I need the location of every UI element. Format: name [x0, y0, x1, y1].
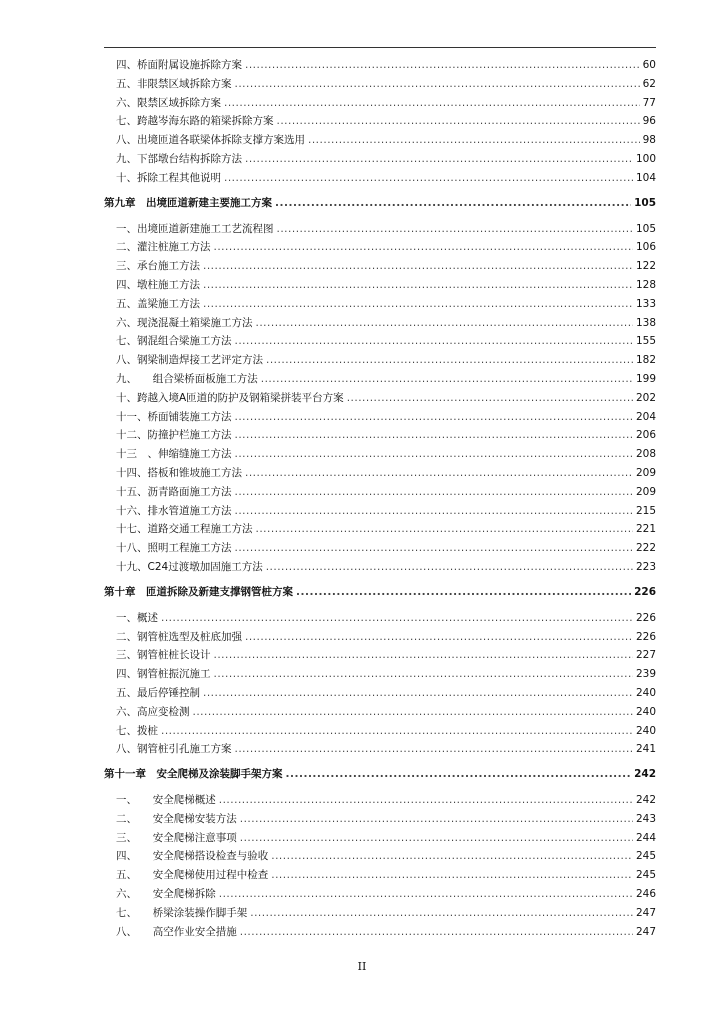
toc-entry[interactable] [104, 539, 656, 558]
dot-leader [245, 628, 633, 647]
toc-entry-title: 第十一章 安全爬梯及涂装脚手架方案 [104, 768, 283, 781]
toc-entry[interactable] [104, 665, 656, 684]
dot-leader [271, 866, 633, 885]
toc-entry-title: 六、高应变检测 [116, 705, 190, 718]
toc-entry-title: 四、 安全爬梯搭设检查与验收 [116, 850, 269, 863]
toc-entry-page: 204 [635, 410, 656, 423]
dot-leader [219, 885, 633, 904]
toc-entry-title: 二、灌注桩施工方法 [116, 241, 211, 254]
toc-entry-page: 138 [635, 316, 656, 329]
toc-entry-page: 209 [635, 485, 656, 498]
toc-entry[interactable] [104, 56, 656, 75]
toc-entry-title: 七、拨桩 [116, 724, 158, 737]
toc-entry[interactable] [104, 445, 656, 464]
toc-entry[interactable] [104, 866, 656, 885]
toc-entry[interactable] [104, 426, 656, 445]
toc-entry-page: 105 [634, 196, 656, 209]
dot-leader [161, 609, 633, 628]
dot-leader [266, 351, 633, 370]
dot-leader [266, 558, 633, 577]
toc-entry[interactable] [104, 722, 656, 741]
toc-entry[interactable] [104, 703, 656, 722]
toc-entry[interactable] [104, 370, 656, 389]
toc-entry-page: 245 [635, 850, 656, 863]
toc-entry[interactable] [104, 351, 656, 370]
toc-entry-page: 242 [634, 768, 656, 781]
toc-entry-title: 十六、排水管道施工方法 [116, 504, 232, 517]
toc-entry[interactable] [104, 791, 656, 810]
toc-entry[interactable] [104, 389, 656, 408]
toc-entry-title: 七、跨越岑海东路的箱梁拆除方案 [116, 115, 274, 128]
toc-entry-page: 104 [635, 171, 656, 184]
toc-entry-page: 239 [635, 668, 656, 681]
toc-entry-page: 215 [635, 504, 656, 517]
toc-entry-title: 四、钢管桩振沉施工 [116, 668, 211, 681]
dot-leader [219, 791, 633, 810]
dot-leader [235, 740, 633, 759]
toc-entry[interactable] [104, 150, 656, 169]
toc-entry-page: 226 [634, 585, 656, 598]
toc-entry[interactable] [104, 295, 656, 314]
toc-entry-title: 四、桥面附属设施拆除方案 [116, 59, 242, 71]
dot-leader [240, 829, 633, 848]
toc-entry-page: 98 [642, 134, 656, 147]
dot-leader [235, 426, 633, 445]
toc-entry-title: 五、非限禁区域拆除方案 [116, 77, 232, 90]
toc-entry-page: 62 [642, 77, 656, 90]
dot-leader [235, 502, 633, 521]
toc-entry-title: 十七、道路交通工程施工方法 [116, 523, 253, 536]
toc-entry-page: 128 [635, 278, 656, 291]
toc-entry[interactable] [104, 257, 656, 276]
table-of-contents [104, 56, 656, 941]
toc-entry[interactable] [104, 810, 656, 829]
toc-entry[interactable] [104, 558, 656, 577]
toc-entry-title: 五、 安全爬梯使用过程中检查 [116, 869, 269, 882]
dot-leader [235, 408, 633, 427]
dot-leader [235, 445, 633, 464]
dot-leader [235, 539, 633, 558]
dot-leader [347, 389, 633, 408]
toc-entry-page: 247 [635, 906, 656, 919]
toc-entry-title: 三、钢管桩桩长设计 [116, 649, 211, 662]
toc-entry-page: 100 [635, 152, 656, 165]
dot-leader [250, 904, 633, 923]
dot-leader [296, 583, 631, 602]
toc-chapter[interactable] [104, 765, 656, 784]
dot-leader [277, 220, 633, 239]
dot-leader [161, 722, 633, 741]
header-rule [104, 47, 656, 48]
toc-entry-title: 八、 高空作业安全措施 [116, 925, 237, 938]
toc-entry-page: 226 [635, 611, 656, 624]
toc-entry[interactable] [104, 684, 656, 703]
toc-entry-page: 223 [635, 560, 656, 573]
toc-entry[interactable] [104, 904, 656, 923]
toc-entry-page: 106 [635, 241, 656, 254]
toc-entry[interactable] [104, 885, 656, 904]
toc-entry[interactable] [104, 276, 656, 295]
toc-entry-title: 一、概述 [116, 611, 158, 624]
toc-entry-page: 209 [635, 466, 656, 479]
toc-entry-page: 241 [635, 743, 656, 756]
toc-chapter[interactable] [104, 583, 656, 602]
toc-entry-title: 十九、C24过渡墩加固施工方法 [116, 560, 263, 573]
toc-entry[interactable] [104, 408, 656, 427]
toc-entry[interactable] [104, 220, 656, 239]
toc-entry[interactable] [104, 112, 656, 131]
toc-entry[interactable] [104, 502, 656, 521]
toc-entry[interactable] [104, 740, 656, 759]
dot-leader [193, 703, 633, 722]
toc-entry-page: 182 [635, 354, 656, 367]
toc-entry-title: 第十章 匝道拆除及新建支撑钢管桩方案 [104, 585, 293, 598]
toc-entry-title: 十四、搭板和锥坡施工方法 [116, 466, 242, 479]
page-number: II [357, 960, 367, 973]
dot-leader [256, 314, 633, 333]
toc-entry-page: 243 [635, 812, 656, 825]
toc-entry[interactable] [104, 314, 656, 333]
toc-entry-title: 七、 桥梁涂装操作脚手架 [116, 906, 248, 919]
toc-entry-title: 六、限禁区域拆除方案 [116, 96, 221, 109]
dot-leader [203, 684, 633, 703]
toc-entry-page: 96 [642, 115, 656, 128]
toc-entry-page: 133 [635, 297, 656, 310]
dot-leader [203, 276, 633, 295]
dot-leader [256, 520, 633, 539]
toc-entry-title: 九、下部墩台结构拆除方法 [116, 152, 242, 165]
toc-entry-title: 十八、照明工程施工方法 [116, 542, 232, 555]
dot-leader [245, 464, 633, 483]
toc-entry-page: 60 [642, 59, 656, 71]
dot-leader [245, 56, 640, 75]
dot-leader [224, 169, 633, 188]
dot-leader [275, 194, 631, 213]
toc-entry[interactable] [104, 646, 656, 665]
dot-leader [235, 332, 633, 351]
dot-leader [271, 847, 633, 866]
toc-entry-title: 八、出境匝道各联梁体拆除支撑方案选用 [116, 134, 305, 147]
toc-entry[interactable] [104, 131, 656, 150]
toc-entry-title: 八、钢梁制造焊接工艺评定方法 [116, 354, 263, 367]
dot-leader [203, 257, 633, 276]
dot-leader [261, 370, 633, 389]
toc-entry[interactable] [104, 520, 656, 539]
toc-entry[interactable] [104, 464, 656, 483]
dot-leader [214, 238, 633, 257]
dot-leader [277, 112, 640, 131]
toc-entry-page: 226 [635, 630, 656, 643]
toc-entry-page: 105 [635, 222, 656, 235]
dot-leader [235, 75, 640, 94]
toc-entry[interactable] [104, 332, 656, 351]
toc-entry-title: 一、出境匝道新建施工工艺流程图 [116, 222, 274, 235]
toc-entry-title: 六、现浇混凝土箱梁施工方法 [116, 316, 253, 329]
toc-entry-page: 240 [635, 724, 656, 737]
toc-entry-page: 202 [635, 391, 656, 404]
toc-entry-title: 十五、沥青路面施工方法 [116, 485, 232, 498]
dot-leader [224, 94, 640, 113]
toc-entry-title: 十、跨越入境A匝道的防护及钢箱梁拼装平台方案 [116, 391, 344, 404]
toc-entry-page: 244 [635, 831, 656, 844]
toc-entry[interactable] [104, 75, 656, 94]
toc-entry-page: 240 [635, 686, 656, 699]
toc-entry[interactable] [104, 169, 656, 188]
dot-leader [235, 483, 633, 502]
toc-chapter[interactable] [104, 194, 656, 213]
toc-entry-page: 246 [635, 888, 656, 901]
dot-leader [240, 923, 633, 942]
toc-entry-page: 206 [635, 429, 656, 442]
toc-entry-title: 三、承台施工方法 [116, 260, 200, 273]
toc-entry-page: 242 [635, 794, 656, 807]
toc-entry-title: 十一、桥面铺装施工方法 [116, 410, 232, 423]
toc-entry[interactable] [104, 847, 656, 866]
dot-leader [214, 665, 633, 684]
dot-leader [286, 765, 632, 784]
toc-entry[interactable] [104, 238, 656, 257]
toc-entry-page: 77 [642, 96, 656, 109]
toc-entry[interactable] [104, 829, 656, 848]
toc-entry-title: 第九章 出境匝道新建主要施工方案 [104, 196, 272, 209]
toc-entry-page: 245 [635, 869, 656, 882]
toc-entry-title: 十二、防撞护栏施工方法 [116, 429, 232, 442]
toc-entry-title: 五、盖梁施工方法 [116, 297, 200, 310]
toc-entry-title: 六、 安全爬梯拆除 [116, 888, 216, 901]
toc-entry-title: 七、钢混组合梁施工方法 [116, 335, 232, 348]
dot-leader [245, 150, 633, 169]
toc-entry-title: 四、墩柱施工方法 [116, 278, 200, 291]
toc-entry[interactable] [104, 483, 656, 502]
dot-leader [308, 131, 640, 150]
toc-entry[interactable] [104, 628, 656, 647]
toc-entry-page: 199 [635, 372, 656, 385]
toc-entry-title: 十、拆除工程其他说明 [116, 171, 221, 184]
toc-entry-title: 二、 安全爬梯安装方法 [116, 812, 237, 825]
toc-entry-page: 222 [635, 542, 656, 555]
toc-entry-title: 九、 组合梁桥面板施工方法 [116, 372, 258, 385]
toc-entry-page: 155 [635, 335, 656, 348]
toc-entry-title: 三、 安全爬梯注意事项 [116, 831, 237, 844]
toc-entry[interactable] [104, 94, 656, 113]
toc-entry-title: 八、钢管桩引孔施工方案 [116, 743, 232, 756]
dot-leader [240, 810, 633, 829]
toc-entry-page: 227 [635, 649, 656, 662]
toc-entry-page: 240 [635, 705, 656, 718]
toc-entry-page: 221 [635, 523, 656, 536]
toc-entry-page: 208 [635, 448, 656, 461]
toc-entry-title: 二、钢管桩选型及桩底加强 [116, 630, 242, 643]
toc-entry-title: 五、最后停锤控制 [116, 686, 200, 699]
dot-leader [203, 295, 633, 314]
dot-leader [214, 646, 633, 665]
toc-entry-page: 122 [635, 260, 656, 273]
toc-entry-title: 十三 、伸缩缝施工方法 [116, 448, 232, 461]
toc-entry-page: 247 [635, 925, 656, 938]
toc-entry[interactable] [104, 923, 656, 942]
toc-entry-title: 一、 安全爬梯概述 [116, 794, 216, 807]
toc-entry[interactable] [104, 609, 656, 628]
